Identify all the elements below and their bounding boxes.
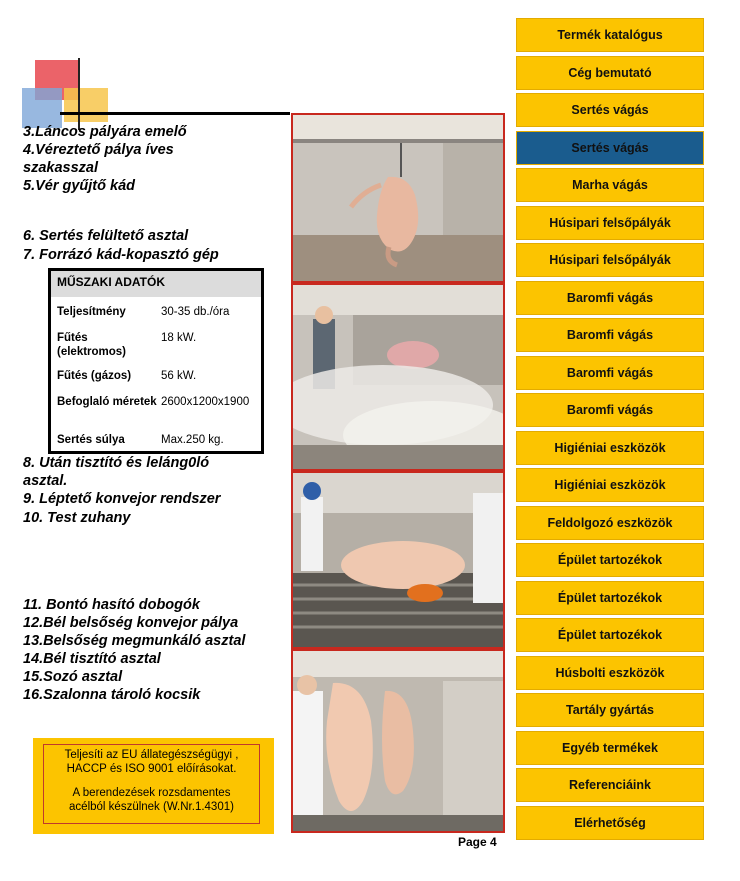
step-3: 3.Láncos pályára emelő <box>23 124 187 140</box>
nav-item-10[interactable]: Baromfi vágás <box>516 393 704 427</box>
step-13: 13.Belsőség megmunkáló asztal <box>23 633 246 649</box>
header-divider <box>60 112 290 115</box>
spec-value: 56 kW. <box>161 370 197 382</box>
nav-item-20[interactable]: Referenciáink <box>516 768 704 802</box>
spec-label: Teljesítmény <box>57 306 126 318</box>
spec-label: Fűtés (elektromos) <box>57 332 127 358</box>
nav-item-0[interactable]: Termék katalógus <box>516 18 704 52</box>
spec-label: Sertés súlya <box>57 434 125 446</box>
nav-item-13[interactable]: Feldolgozó eszközök <box>516 506 704 540</box>
step-7: 7. Forrázó kád-kopasztó gép <box>23 247 219 263</box>
page-number: Page 4 <box>458 835 497 849</box>
step-5: 5.Vér gyűjtő kád <box>23 178 136 194</box>
nav-item-3[interactable]: Sertés vágás <box>516 131 704 165</box>
notice-line-3: A berendezések rozsdamentes <box>72 787 231 799</box>
nav-item-5[interactable]: Húsipari felsőpályák <box>516 206 704 240</box>
notice-line-1: Teljesíti az EU állategészségügyi , <box>64 749 239 761</box>
spec-table <box>48 268 264 454</box>
step-11: 11. Bontó hasító dobogók <box>23 597 200 613</box>
nav-item-12[interactable]: Higiéniai eszközök <box>516 468 704 502</box>
step-4-cont: szakasszal <box>23 160 98 176</box>
spec-table-title: MŰSZAKI ADATÓK <box>51 271 261 297</box>
nav-item-1[interactable]: Cég bemutató <box>516 56 704 90</box>
photo-processing-line <box>291 649 505 833</box>
nav-item-4[interactable]: Marha vágás <box>516 168 704 202</box>
nav-item-14[interactable]: Épület tartozékok <box>516 543 704 577</box>
nav-item-21[interactable]: Elérhetőség <box>516 806 704 840</box>
photo-column <box>291 113 505 833</box>
nav-item-9[interactable]: Baromfi vágás <box>516 356 704 390</box>
step-8: 8. Után tisztító és leláng0ló <box>23 455 210 471</box>
nav-item-15[interactable]: Épület tartozékok <box>516 581 704 615</box>
nav-item-16[interactable]: Épület tartozékok <box>516 618 704 652</box>
step-15: 15.Sozó asztal <box>23 669 123 685</box>
nav-item-2[interactable]: Sertés vágás <box>516 93 704 127</box>
notice-line-4: acélból készülnek (W.Nr.1.4301) <box>69 801 234 813</box>
nav-item-11[interactable]: Higiéniai eszközök <box>516 431 704 465</box>
nav-item-8[interactable]: Baromfi vágás <box>516 318 704 352</box>
spec-value: 18 kW. <box>161 332 197 344</box>
step-12: 12.Bél belsőség konvejor pálya <box>23 615 239 631</box>
spec-value: 2600x1200x1900 <box>161 396 250 408</box>
step-4: 4.Véreztető pálya íves <box>23 142 174 158</box>
photo-scalding-tank <box>291 283 505 471</box>
step-10: 10. Test zuhany <box>23 510 131 526</box>
photo-flaming-table <box>291 471 505 649</box>
spec-value: Max.250 kg. <box>161 434 224 446</box>
nav-item-18[interactable]: Tartály gyártás <box>516 693 704 727</box>
step-6: 6. Sertés felültető asztal <box>23 228 189 244</box>
spec-label: Fűtés (gázos) <box>57 370 132 382</box>
nav-item-19[interactable]: Egyéb termékek <box>516 731 704 765</box>
step-14: 14.Bél tisztító asztal <box>23 651 161 667</box>
nav-item-7[interactable]: Baromfi vágás <box>516 281 704 315</box>
company-logo <box>22 58 112 130</box>
step-9: 9. Léptető konvejor rendszer <box>23 491 221 507</box>
step-16: 16.Szalonna tároló kocsik <box>23 687 201 703</box>
notice-line-2: HACCP és ISO 9001 előírásokat. <box>66 763 237 775</box>
nav-item-6[interactable]: Húsipari felsőpályák <box>516 243 704 277</box>
step-8-cont: asztal. <box>23 473 68 489</box>
spec-label: Befoglaló méretek <box>57 396 157 408</box>
spec-value: 30-35 db./óra <box>161 306 230 318</box>
nav-item-17[interactable]: Húsbolti eszközök <box>516 656 704 690</box>
compliance-notice <box>33 738 274 834</box>
photo-hanging-carcass <box>291 113 505 283</box>
